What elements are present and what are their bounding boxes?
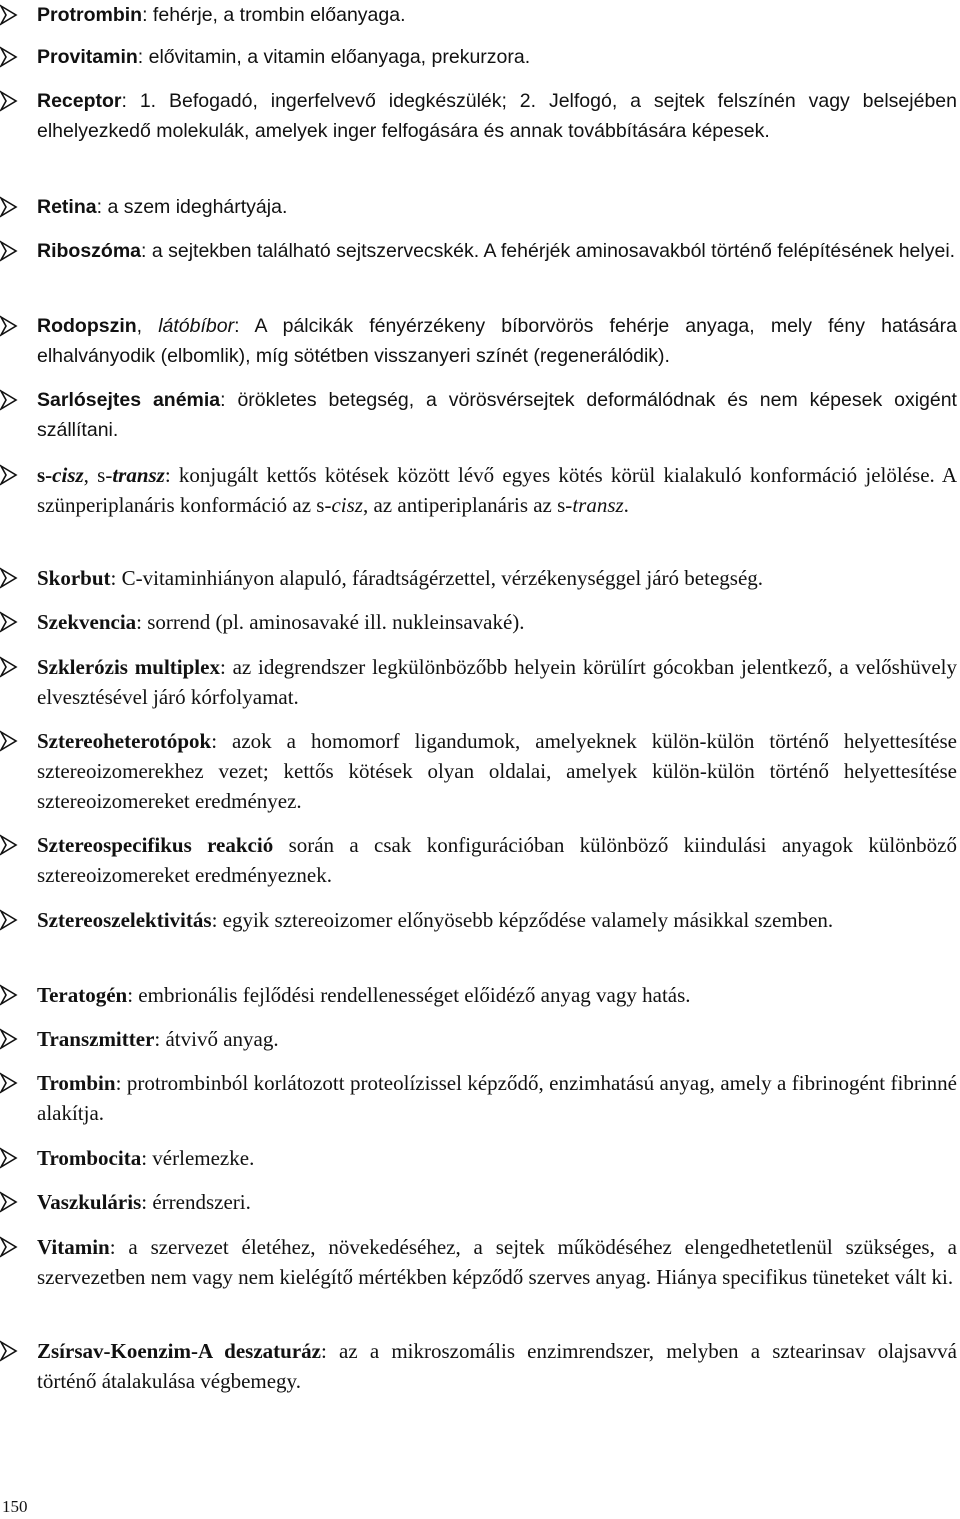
glossary-entry (37, 1143, 957, 1173)
arrowhead-bullet-icon (0, 1147, 18, 1169)
entry-definition: : vérlemezke. (141, 1146, 255, 1170)
entry-definition-end: . (623, 493, 629, 517)
glossary-entry (37, 726, 957, 816)
glossary-entry (37, 1187, 957, 1217)
entry-definition: : azok a homomorf ligandumok, amelyeknek külön-külön történő helyettesítése sztereoizomerekhez vezet; kettős kötések olyan oldalai, amelyek külön-külön történő helyettesítése sztereoizomereket eredményez. (37, 729, 957, 813)
entry-definition: során a csak konfigurációban különböző kiindulási anyagok különböző sztereoizomereket eredményeznek. (37, 833, 958, 887)
entry-definition: : a szervezet életéhez, növekedéséhez, a sejtek működéséhez elengedhetetlenül szükséges, a szervezetben nem vagy nem kielégítő mértékben képződő szerves anyag. Hiánya specifikus tüneteket vált ki. (37, 1235, 957, 1289)
glossary-entry (37, 236, 957, 266)
entry-definition: : örökletes betegség, a vörösvérsejtek deformálódnak és nem képesek oxigént szállítani. (37, 389, 957, 441)
entry-term: Vitamin (37, 1235, 110, 1259)
arrowhead-bullet-icon (0, 730, 18, 752)
entry-term: Zsírsav-Koenzim-A deszaturáz (37, 1339, 321, 1363)
entry-definition-cont: , az antiperiplanáris az s- (362, 493, 573, 517)
glossary-entry (37, 1232, 957, 1292)
glossary-entry (37, 192, 957, 222)
arrowhead-bullet-icon (0, 656, 18, 678)
arrowhead-bullet-icon (0, 90, 18, 112)
arrowhead-bullet-icon (0, 240, 18, 262)
glossary-entry (37, 460, 957, 520)
glossary-entry (37, 980, 957, 1010)
arrowhead-bullet-icon (0, 909, 18, 931)
entry-term: Provitamin (37, 46, 138, 68)
entry-definition: : az idegrendszer legkülönbözőbb helyein körülírt gócokban jelentkező, a velőshüvely elvesztésével járó kórfolyamat. (37, 655, 957, 709)
glossary-entry (37, 42, 957, 72)
arrowhead-bullet-icon (0, 984, 18, 1006)
entry-definition: : az a mikroszomális enzimrendszer, melyben a sztearinsav olajsavvá történő átalakulása végbemegy. (37, 1339, 957, 1393)
entry-term: Vaszkuláris (37, 1190, 142, 1214)
entry-definition: : a sejtekben található sejtszervecskék. A fehérjék aminosavakból történő felépítésének helyei. (141, 240, 956, 262)
arrowhead-bullet-icon (0, 567, 18, 589)
glossary-entry (37, 311, 957, 371)
entry-term-prefix: s- (37, 463, 53, 487)
entry-term: Rodopszin (37, 315, 137, 337)
glossary-entry (37, 905, 957, 935)
entry-term-transz: transz (112, 463, 165, 487)
entry-definition: : fehérje, a trombin előanyaga. (142, 4, 406, 26)
entry-term: Szklerózis multiplex (37, 655, 220, 679)
entry-term: Sarlósejtes anémia (37, 389, 221, 411)
entry-term: Sztereoheterotópok (37, 729, 212, 753)
entry-definition: : sorrend (pl. aminosavaké ill. nukleinsavaké). (136, 610, 525, 634)
entry-term: Receptor (37, 90, 122, 112)
arrowhead-bullet-icon (0, 1236, 18, 1258)
arrowhead-bullet-icon (0, 1072, 18, 1094)
glossary-entry (37, 1068, 957, 1128)
entry-definition: : embrionális fejlődési rendellenességet előidéző anyag vagy hatás. (127, 983, 691, 1007)
arrowhead-bullet-icon (0, 611, 18, 633)
entry-term: Szekvencia (37, 610, 137, 634)
glossary-entry (37, 830, 957, 890)
entry-term: Riboszóma (37, 240, 142, 262)
entry-synonym: látóbíbor (158, 315, 235, 337)
glossary-entry (37, 0, 957, 30)
arrowhead-bullet-icon (0, 196, 18, 218)
entry-definition: : protrombinból korlátozott proteolízissel képződő, enzimhatású anyag, amely a fibrinogént fibrinné alakítja. (37, 1071, 957, 1125)
entry-definition: : átvivő anyag. (154, 1027, 279, 1051)
entry-definition: : 1. Befogadó, ingerfelvevő idegkészülék; 2. Jelfogó, a sejtek felszínén vagy belsejében elhelyezkedő molekulák, amelyek inger felfogására és annak továbbítására képesek. (37, 90, 957, 142)
entry-term: Protrombin (37, 4, 143, 26)
entry-term: Transzmitter (37, 1027, 155, 1051)
entry-definition: : egyik sztereoizomer előnyösebb képződése valamely másikkal szemben. (211, 908, 834, 932)
glossary-entry (37, 1024, 957, 1054)
entry-definition: : konjugált kettős kötések között lévő egyes kötés körül kialakuló konformáció jelölése. A szünperiplanáris konformáció az s- (37, 463, 958, 517)
entry-definition: : elővitamin, a vitamin előanyaga, prekurzora. (137, 46, 531, 68)
entry-italic-cisz: cisz (331, 493, 363, 517)
arrowhead-bullet-icon (0, 315, 18, 337)
arrowhead-bullet-icon (0, 46, 18, 68)
glossary-entry (37, 385, 957, 445)
glossary-entry (37, 607, 957, 637)
glossary-entry (37, 652, 957, 712)
arrowhead-bullet-icon (0, 1191, 18, 1213)
arrowhead-bullet-icon (0, 464, 18, 486)
entry-separator: , (136, 315, 159, 337)
entry-term: Skorbut (37, 566, 111, 590)
entry-definition: : érrendszeri. (141, 1190, 251, 1214)
entry-definition: : C-vitaminhiányon alapuló, fáradtságérzettel, vérzékenységgel járó betegség. (110, 566, 764, 590)
entry-definition: : A pálcikák fényérzékeny bíborvörös fehérje anyaga, mely fény hatására elhalványodik (elbomlik), míg sötétben visszanyeri színét (regenerálódik). (37, 315, 957, 367)
arrowhead-bullet-icon (0, 1028, 18, 1050)
arrowhead-bullet-icon (0, 389, 18, 411)
entry-term: Retina (37, 196, 97, 218)
entry-term: Sztereoszelektivitás (37, 908, 212, 932)
glossary-entry (37, 1336, 957, 1396)
arrowhead-bullet-icon (0, 834, 18, 856)
page-number: 150 (2, 1497, 28, 1516)
entry-term: Trombin (37, 1071, 116, 1095)
entry-term: Sztereospecifikus reakció (37, 833, 274, 857)
entry-term: Trombocita (37, 1146, 142, 1170)
arrowhead-bullet-icon (0, 1340, 18, 1362)
glossary-entry (37, 563, 957, 593)
arrowhead-bullet-icon (0, 4, 18, 26)
entry-definition: : a szem ideghártyája. (96, 196, 288, 218)
entry-italic-transz: transz (572, 493, 624, 517)
entry-term-cisz: cisz (52, 463, 84, 487)
entry-term: Teratogén (37, 983, 128, 1007)
entry-term-joiner: , s- (83, 463, 113, 487)
glossary-entry (37, 86, 957, 146)
